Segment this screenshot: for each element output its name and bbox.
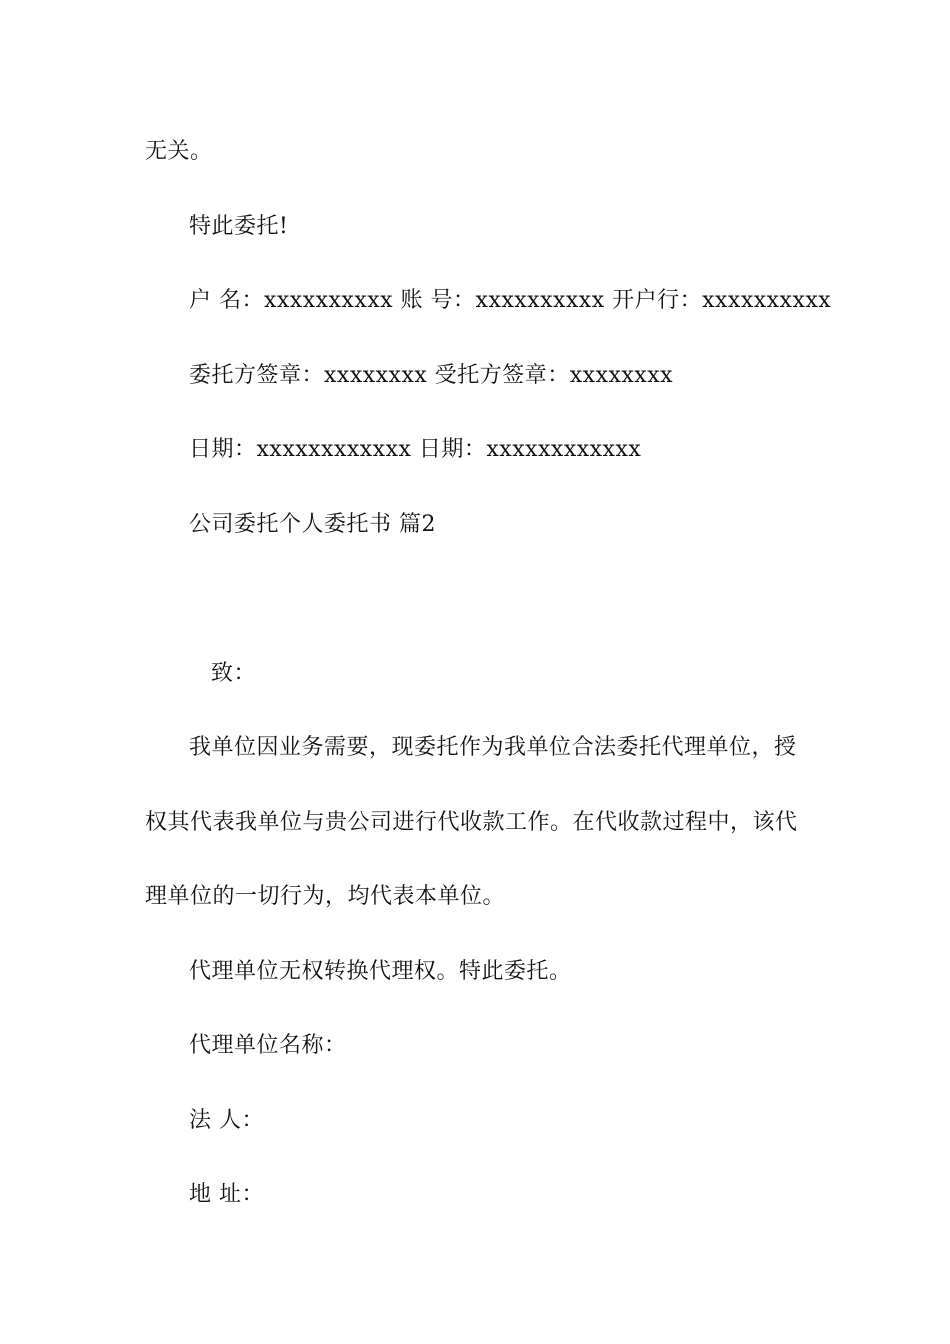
text-line-statement: 代理单位无权转换代理权。特此委托。	[189, 959, 572, 984]
text-line-continuation: 无关。	[145, 139, 213, 164]
text-line-salutation: 致：	[211, 661, 257, 686]
field-address: 地 址：	[189, 1182, 264, 1207]
paragraph-line-2: 权其代表我单位与贵公司进行代收款工作。在代收款过程中，该代	[145, 810, 798, 835]
text-line-closing: 特此委托!	[189, 214, 289, 239]
text-line-signatures: 委托方签章：xxxxxxxx 受托方签章：xxxxxxxx	[189, 363, 674, 388]
paragraph-line-3: 理单位的一切行为，均代表本单位。	[145, 884, 506, 909]
field-legal-person: 法 人：	[189, 1108, 264, 1133]
text-line-dates: 日期：xxxxxxxxxxxx 日期：xxxxxxxxxxxx	[189, 437, 642, 462]
paragraph-line-1: 我单位因业务需要，现委托作为我单位合法委托代理单位，授	[189, 735, 797, 760]
text-line-account-info: 户 名：xxxxxxxxxx 账 号：xxxxxxxxxx 开户行：xxxxxxxxxx	[189, 288, 832, 313]
field-agent-name: 代理单位名称：	[189, 1033, 347, 1058]
section-heading: 公司委托个人委托书 篇2	[189, 512, 436, 537]
